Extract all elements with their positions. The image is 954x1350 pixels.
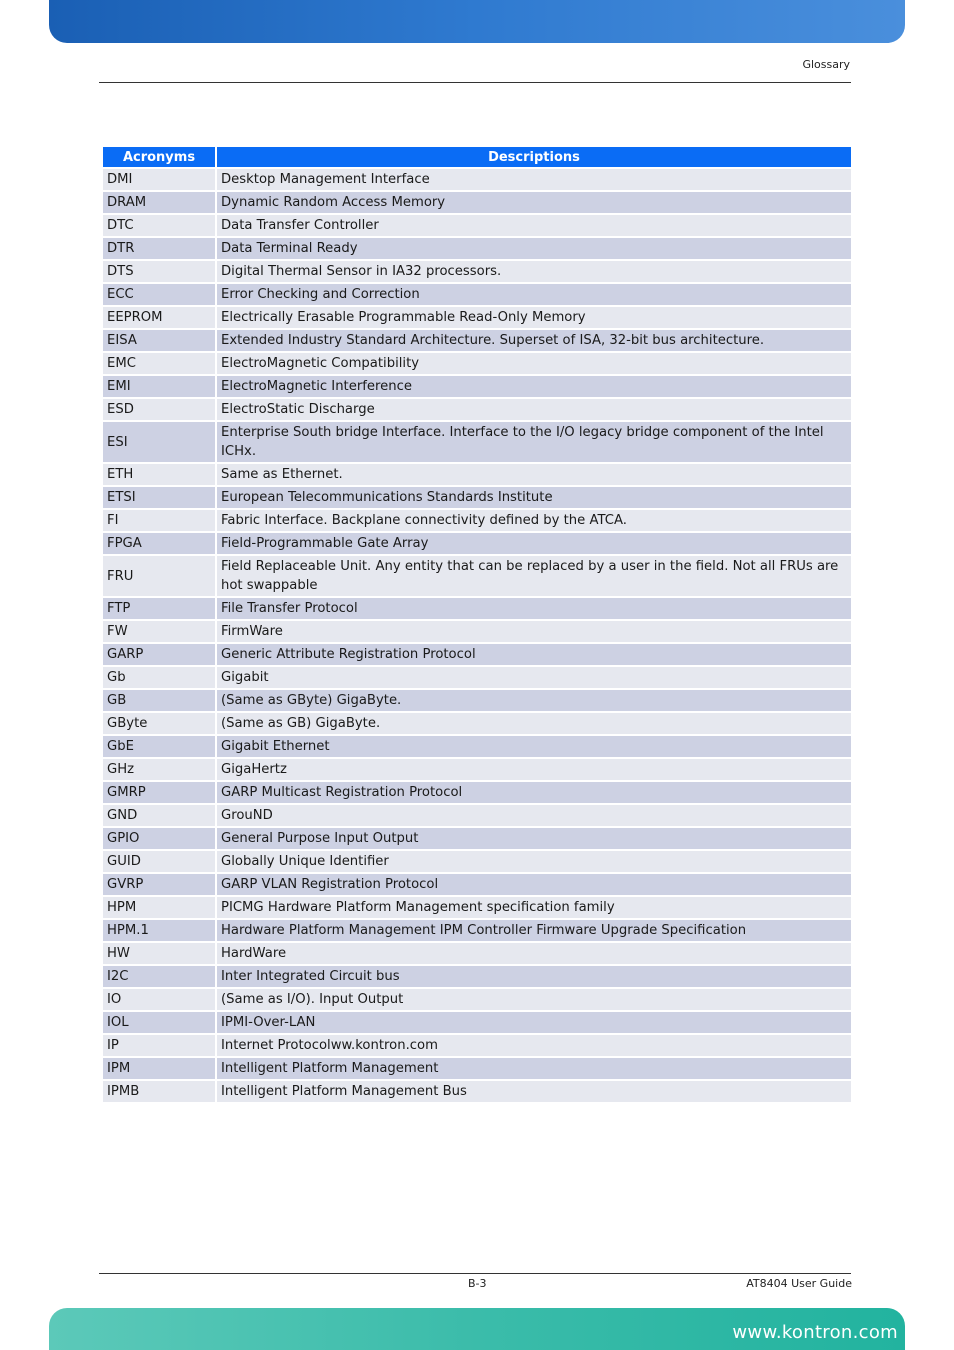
- description-cell: Gigabit Ethernet: [217, 736, 851, 757]
- table-row: [103, 690, 851, 711]
- acronym-cell: EMC: [103, 353, 215, 374]
- description-cell: IPMI-Over-LAN: [217, 1012, 851, 1033]
- description-cell: Fabric Interface. Backplane connectivity defined by the ATCA.: [217, 510, 851, 531]
- acronym-cell: DTS: [103, 261, 215, 282]
- table-row: [103, 1035, 851, 1056]
- description-cell: PICMG Hardware Platform Management specification family: [217, 897, 851, 918]
- header-divider: [99, 82, 851, 83]
- footer-divider: [99, 1273, 851, 1274]
- acronym-cell: IO: [103, 989, 215, 1010]
- section-label: Glossary: [802, 58, 850, 71]
- acronym-cell: ECC: [103, 284, 215, 305]
- acronym-cell: ETH: [103, 464, 215, 485]
- acronym-cell: GMRP: [103, 782, 215, 803]
- table-row: [103, 1081, 851, 1102]
- glossary-table: [101, 145, 853, 1104]
- description-cell: Generic Attribute Registration Protocol: [217, 644, 851, 665]
- acronym-cell: DMI: [103, 169, 215, 190]
- acronym-cell: ESI: [103, 422, 215, 462]
- acronym-cell: FPGA: [103, 533, 215, 554]
- table-row: [103, 598, 851, 619]
- document-title: AT8404 User Guide: [746, 1277, 852, 1290]
- table-row: [103, 851, 851, 872]
- table-row: [103, 897, 851, 918]
- acronym-cell: HPM.1: [103, 920, 215, 941]
- acronym-cell: FI: [103, 510, 215, 531]
- table-row: [103, 533, 851, 554]
- table-row: [103, 667, 851, 688]
- table-row: [103, 376, 851, 397]
- description-cell: Field-Programmable Gate Array: [217, 533, 851, 554]
- acronym-cell: EISA: [103, 330, 215, 351]
- table-header-row: [103, 147, 851, 167]
- table-row: [103, 238, 851, 259]
- table-row: [103, 736, 851, 757]
- description-cell: ElectroMagnetic Compatibility: [217, 353, 851, 374]
- acronym-cell: DTR: [103, 238, 215, 259]
- table-row: [103, 353, 851, 374]
- acronym-cell: FW: [103, 621, 215, 642]
- table-row: [103, 920, 851, 941]
- description-cell: Electrically Erasable Programmable Read-Only Memory: [217, 307, 851, 328]
- table-row: [103, 713, 851, 734]
- acronym-cell: HW: [103, 943, 215, 964]
- table-row: [103, 464, 851, 485]
- description-cell: ElectroMagnetic Interference: [217, 376, 851, 397]
- table-row: [103, 192, 851, 213]
- table-row: [103, 644, 851, 665]
- description-cell: FirmWare: [217, 621, 851, 642]
- description-cell: Same as Ethernet.: [217, 464, 851, 485]
- column-header-acronyms: Acronyms: [103, 147, 215, 167]
- description-cell: (Same as I/O). Input Output: [217, 989, 851, 1010]
- description-cell: Internet Protocolww.kontron.com: [217, 1035, 851, 1056]
- description-cell: Hardware Platform Management IPM Controller Firmware Upgrade Specification: [217, 920, 851, 941]
- table-row: [103, 422, 851, 462]
- table-row: [103, 759, 851, 780]
- acronym-cell: GPIO: [103, 828, 215, 849]
- table-row: [103, 966, 851, 987]
- table-row: [103, 943, 851, 964]
- acronym-cell: GByte: [103, 713, 215, 734]
- description-cell: HardWare: [217, 943, 851, 964]
- table-row: [103, 1058, 851, 1079]
- table-body: [103, 169, 851, 1102]
- description-cell: GrouND: [217, 805, 851, 826]
- table-row: [103, 330, 851, 351]
- table-row: [103, 399, 851, 420]
- acronym-cell: GARP: [103, 644, 215, 665]
- description-cell: GigaHertz: [217, 759, 851, 780]
- acronym-cell: IPM: [103, 1058, 215, 1079]
- description-cell: Extended Industry Standard Architecture. Superset of ISA, 32-bit bus architecture.: [217, 330, 851, 351]
- acronym-cell: EMI: [103, 376, 215, 397]
- description-cell: (Same as GByte) GigaByte.: [217, 690, 851, 711]
- acronym-cell: Gb: [103, 667, 215, 688]
- description-cell: General Purpose Input Output: [217, 828, 851, 849]
- acronym-cell: IOL: [103, 1012, 215, 1033]
- description-cell: GARP Multicast Registration Protocol: [217, 782, 851, 803]
- acronym-cell: ESD: [103, 399, 215, 420]
- acronym-cell: I2C: [103, 966, 215, 987]
- acronym-cell: GbE: [103, 736, 215, 757]
- acronym-cell: IPMB: [103, 1081, 215, 1102]
- description-cell: Error Checking and Correction: [217, 284, 851, 305]
- page-number: B-3: [468, 1277, 487, 1290]
- description-cell: Dynamic Random Access Memory: [217, 192, 851, 213]
- acronym-cell: ETSI: [103, 487, 215, 508]
- acronym-cell: HPM: [103, 897, 215, 918]
- table-row: [103, 261, 851, 282]
- description-cell: File Transfer Protocol: [217, 598, 851, 619]
- acronym-cell: GHz: [103, 759, 215, 780]
- table-row: [103, 828, 851, 849]
- description-cell: Inter Integrated Circuit bus: [217, 966, 851, 987]
- description-cell: Data Transfer Controller: [217, 215, 851, 236]
- column-header-descriptions: Descriptions: [217, 147, 851, 167]
- acronym-cell: EEPROM: [103, 307, 215, 328]
- acronym-cell: FRU: [103, 556, 215, 596]
- table-row: [103, 215, 851, 236]
- table-row: [103, 989, 851, 1010]
- description-cell: Globally Unique Identifier: [217, 851, 851, 872]
- acronym-cell: GVRP: [103, 874, 215, 895]
- acronym-cell: DTC: [103, 215, 215, 236]
- website-url: www.kontron.com: [732, 1322, 898, 1343]
- description-cell: Intelligent Platform Management: [217, 1058, 851, 1079]
- top-banner: [49, 0, 905, 43]
- table-row: [103, 556, 851, 596]
- acronym-cell: GND: [103, 805, 215, 826]
- description-cell: Data Terminal Ready: [217, 238, 851, 259]
- acronym-cell: FTP: [103, 598, 215, 619]
- table-row: [103, 510, 851, 531]
- table-row: [103, 805, 851, 826]
- description-cell: Gigabit: [217, 667, 851, 688]
- description-cell: Field Replaceable Unit. Any entity that can be replaced by a user in the field. Not all FRUs are hot swappable: [217, 556, 851, 596]
- table-row: [103, 307, 851, 328]
- table-row: [103, 874, 851, 895]
- description-cell: Desktop Management Interface: [217, 169, 851, 190]
- description-cell: GARP VLAN Registration Protocol: [217, 874, 851, 895]
- description-cell: Enterprise South bridge Interface. Interface to the I/O legacy bridge component of the Intel ICHx.: [217, 422, 851, 462]
- description-cell: (Same as GB) GigaByte.: [217, 713, 851, 734]
- description-cell: Intelligent Platform Management Bus: [217, 1081, 851, 1102]
- table-row: [103, 621, 851, 642]
- description-cell: European Telecommunications Standards Institute: [217, 487, 851, 508]
- table-row: [103, 169, 851, 190]
- table-row: [103, 782, 851, 803]
- description-cell: ElectroStatic Discharge: [217, 399, 851, 420]
- description-cell: Digital Thermal Sensor in IA32 processors.: [217, 261, 851, 282]
- acronym-cell: IP: [103, 1035, 215, 1056]
- table-row: [103, 487, 851, 508]
- acronym-cell: GB: [103, 690, 215, 711]
- table-row: [103, 1012, 851, 1033]
- acronym-cell: GUID: [103, 851, 215, 872]
- table-row: [103, 284, 851, 305]
- acronym-cell: DRAM: [103, 192, 215, 213]
